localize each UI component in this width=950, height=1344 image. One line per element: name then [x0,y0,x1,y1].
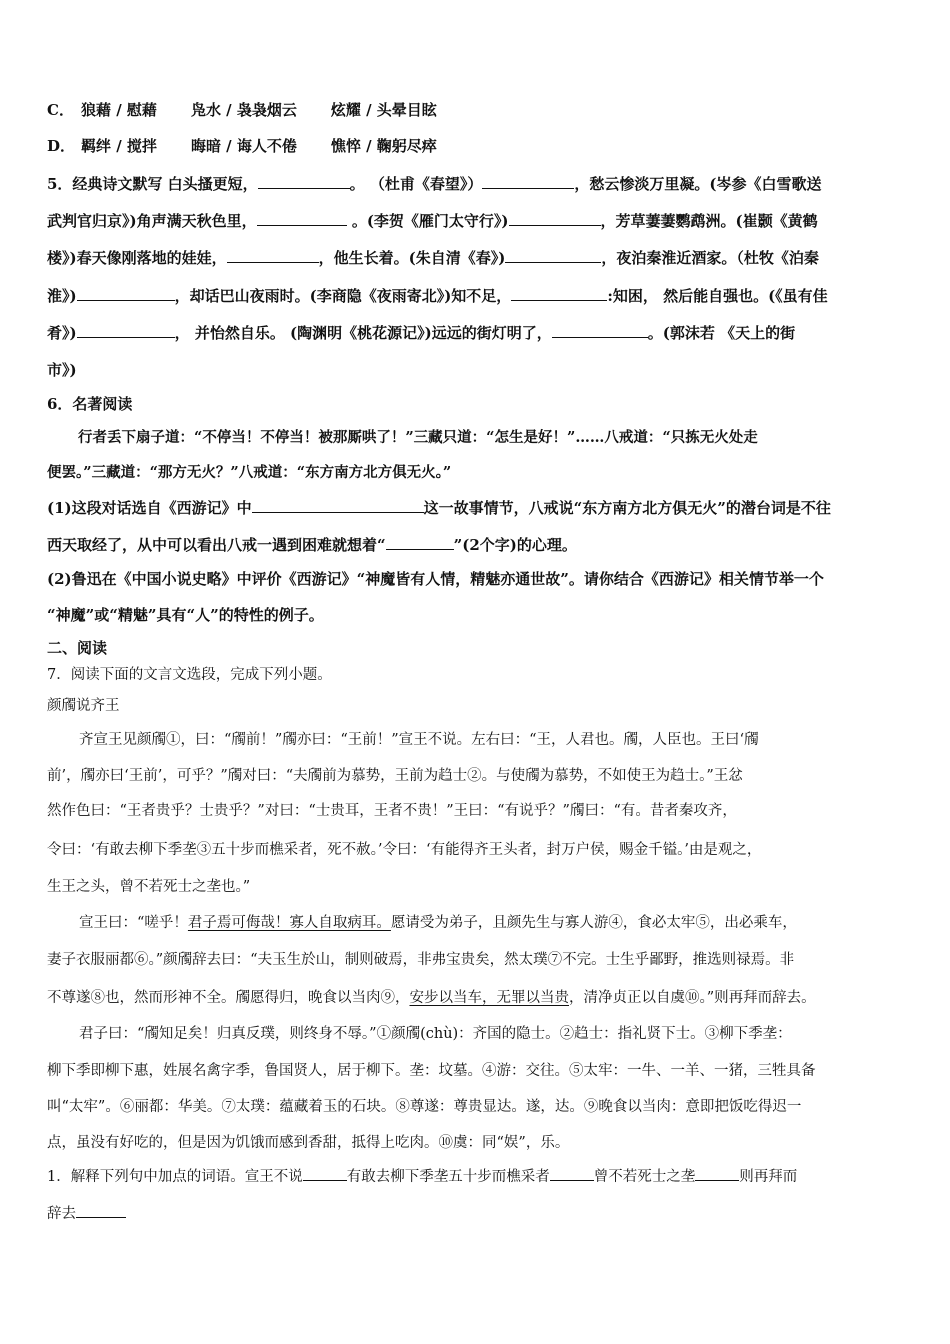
answer-blank[interactable] [258,174,350,189]
q7-p3-line: 点，虽没有好吃的，但是因为饥饿而感到香甜，抵得上吃肉。⑩虞：同“娱”，乐。 [47,1135,570,1151]
answer-blank[interactable] [76,1203,126,1218]
answer-blank[interactable] [552,323,648,338]
q5-text: 。(李贺《雁门太守行》) [346,212,509,230]
q6-sub1-line [47,498,831,518]
answer-blank[interactable] [303,1166,347,1181]
q7-text: ，清净贞正以自虞⑩。”则再拜而辞去。 [569,990,816,1006]
q7-text: 辞去 [47,1206,76,1222]
answer-blank[interactable] [386,535,454,550]
q7-text: 不尊遂⑧也，然而形神不全。斶愿得归，晚食以当肉⑨， [47,990,410,1006]
q5-text: ，却话巴山夜雨时。(李商隐《夜雨寄北》)知不足， [174,287,512,305]
q7-passage-title: 颜斶说齐王 [47,698,120,714]
q7-p2-line [79,913,797,933]
q6-sub2-line: “神魔”或“精魅”具有“人”的特性的例子。 [47,606,324,624]
q5-line [47,323,795,343]
answer-blank[interactable] [511,286,607,301]
answer-blank[interactable] [77,286,175,301]
q6-text: ”(2个字)的心理。 [453,536,577,554]
option-d [47,136,437,156]
q7-sub1-line [47,1166,797,1187]
answer-blank[interactable] [509,211,601,226]
q5-line [47,248,819,268]
option-label: C． [47,101,74,119]
q7-text: 有敢去柳下季垄五十步而樵采者 [346,1169,550,1185]
q5-line [47,174,822,194]
q5-text: ，芳草萋萋鹦鹉洲。(崔颢《黄鹤 [600,212,818,230]
q5-line [47,360,77,380]
option-pair: 凫水 / 袅袅烟云 [190,101,297,119]
option-pair: 憔悴 / 鞠躬尽瘁 [330,137,437,155]
q7-text: 宣王曰：“嗟乎！ [79,915,188,931]
q6-sub2-line: (2)鲁迅在《中国小说史略》中评价《西游记》“神魔皆有人情，精魅亦通世故”。请你结合《西游记》相关情节举一个 [47,570,824,588]
q5-text: 楼》)春天像刚落地的娃娃， [47,249,227,267]
q7-p1-line: 前’，斶亦曰‘王前’，可乎？”斶对曰：“夫斶前为慕势，王前为趋士②。与使斶为慕势，不如使王为趋士。”王忿 [47,768,743,784]
answer-blank[interactable] [227,248,319,263]
q5-text: 市》) [47,361,77,379]
q6-title: 6．名著阅读 [47,395,133,413]
option-pair: 狼藉 / 慰藉 [81,101,157,119]
q7-text: 曾不若死士之垄 [593,1169,696,1185]
q5-text: 5．经典诗文默写 白头搔更短， [47,175,258,193]
option-label: D． [47,137,76,155]
q5-text: 。 （杜甫《春望》） [349,175,483,193]
q5-text: 。(郭沫若 《天上的街 [647,324,796,342]
q5-text: ，他生长着。(朱自清《春》) [318,249,506,267]
answer-blank[interactable] [695,1166,739,1181]
q7-p3-line: 叫“太牢”。⑥丽都：华美。⑦太璞：蕴藏着玉的石块。⑧尊遂：尊贵显达。遂，达。⑨晚食以当肉：意即把饭吃得迟一 [47,1099,802,1115]
option-pair: 晦暗 / 诲人不倦 [190,137,297,155]
q7-p2-line [47,988,816,1008]
q5-text: ，夜泊秦淮近酒家。（杜牧《泊秦 [601,249,819,267]
q5-text: 武判官归京》)角声满天秋色里， [47,212,257,230]
q5-text: 淮》) [47,287,77,305]
q6-passage-line: 便罢。”三藏道：“那方无火？”八戒道：“东方南方北方俱无火。” [47,464,452,481]
q7-p3-line: 柳下季即柳下惠，姓展名禽字季，鲁国贤人，居于柳下。垄：坟墓。④游：交往。⑤太牢：一牛、一羊、一猪，三牲具备 [47,1063,816,1079]
q7-sub1-line [47,1203,126,1224]
q7-p1-line: 然作色曰：“王者贵乎？士贵乎？”对曰：“士贵耳，王者不贵！”王曰：“有说乎？”斶曰：“有。昔者秦攻齐， [47,803,737,819]
q6-passage-line: 行者丢下扇子道：“不停当！不停当！被那厮哄了！”三藏只道：“怎生是好！”……八戒道：“只拣无火处走 [78,429,758,446]
q7-p1-line: 齐宣王见颜斶①，曰：“斶前！”斶亦曰：“王前！”宣王不说。左右曰：“王，人君也。斶，人臣也。王曰‘斶 [79,732,759,748]
option-pair: 炫耀 / 头晕目眩 [330,101,437,119]
q7-text: 1．解释下列句中加点的词语。宣王不说 [47,1169,303,1185]
answer-blank[interactable] [252,498,424,513]
q7-p3-line: 君子曰：“斶知足矣！归真反璞，则终身不辱。”①颜斶(chù)：齐国的隐士。②趋士：指礼贤下士。③柳下季垄： [79,1026,792,1042]
answer-blank[interactable] [257,211,347,226]
q5-line [47,211,818,231]
q6-text: (1)这段对话选自《西游记》中 [47,499,252,517]
answer-blank[interactable] [550,1166,594,1181]
q7-intro: 7．阅读下面的文言文选段，完成下列小题。 [47,667,332,683]
answer-blank[interactable] [505,248,601,263]
q5-text: :知困， 然后能自强也。(《虽有佳 [607,287,828,305]
q6-sub1-line [47,535,577,555]
q7-text: 愿请受为弟子，且颜先生与寡人游④，食必太牢⑤，出必乘车， [390,915,797,931]
underlined-text: 安步以当车，无罪以当贵 [409,990,569,1006]
answer-blank[interactable] [77,323,175,338]
option-pair: 羁绊 / 搅拌 [81,137,157,155]
q5-text: ，愁云惨淡万里凝。(岑参《白雪歌送 [574,175,822,193]
q6-text: 这一故事情节，八戒说“东方南方北方俱无火”的潜台词是不往 [423,499,831,517]
q7-p1-line: 生王之头，曾不若死士之垄也。” [47,879,251,895]
q5-text: ， 并怡然自乐。 (陶渊明《桃花源记》)远远的街灯明了， [174,324,552,342]
q7-p1-line: 令曰：‘有敢去柳下季垄③五十步而樵采者，死不赦。’令曰：‘有能得齐王头者，封万户侯，赐金千镒。’由是观之， [47,842,762,858]
q6-text: 西天取经了，从中可以看出八戒一遇到困难就想着“ [47,536,386,554]
section-heading: 二、阅读 [47,639,108,657]
q5-text: 肴》) [47,324,77,342]
q7-text: 则再拜而 [739,1169,798,1185]
option-c [47,100,437,120]
q5-line [47,286,828,306]
answer-blank[interactable] [482,174,574,189]
underlined-text: 君子焉可侮哉！寡人自取病耳。 [187,915,391,931]
q7-p2-line: 妻子衣服丽都⑥。”颜斶辞去曰：“夫玉生於山，制则破焉，非弗宝贵矣，然太璞⑦不完。士生乎鄙野，推选则禄焉。非 [47,952,795,968]
